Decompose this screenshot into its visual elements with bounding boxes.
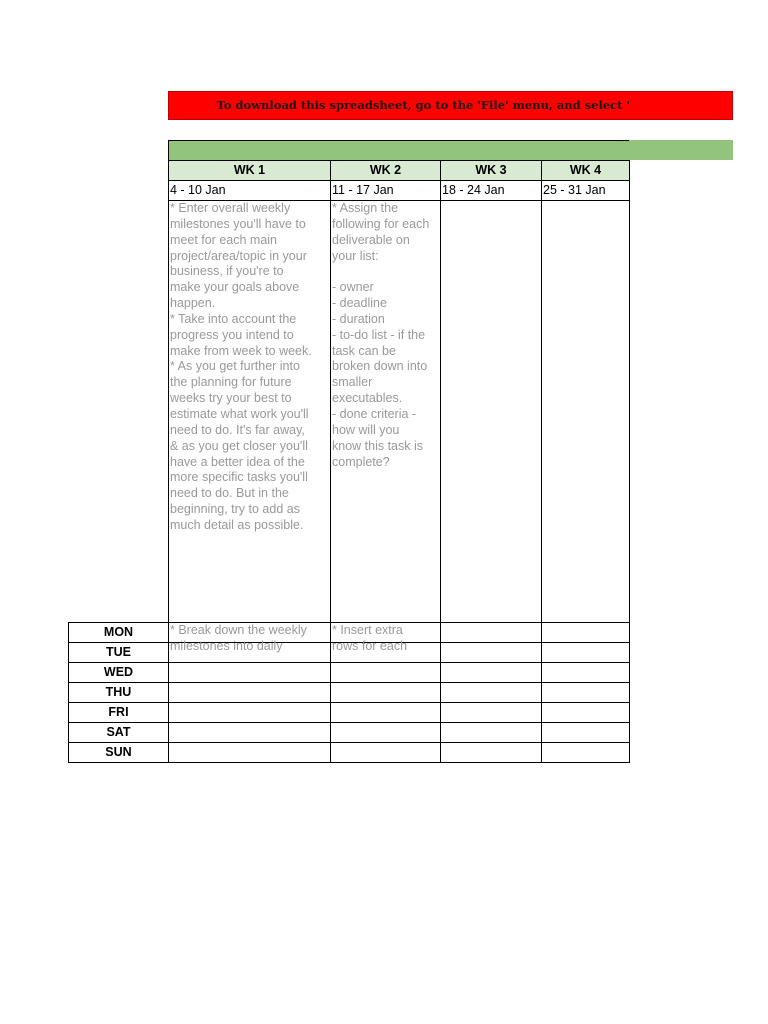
milestone-row — [69, 201, 630, 623]
day-cell[interactable] — [331, 723, 441, 743]
day-cell[interactable] — [331, 703, 441, 723]
week-dates-2[interactable]: 11 - 17 Jan — [331, 181, 441, 201]
day-cell[interactable] — [542, 703, 630, 723]
day-row — [69, 703, 630, 723]
week-header-4[interactable]: WK 4 — [542, 161, 630, 181]
week-dates-3[interactable]: 18 - 24 Jan — [441, 181, 542, 201]
day-cell[interactable] — [169, 663, 331, 683]
day-cell[interactable] — [441, 663, 542, 683]
date-row — [69, 181, 630, 201]
daily-hint-wk2[interactable] — [331, 623, 441, 653]
day-label-mon: MON — [69, 623, 169, 643]
day-cell[interactable] — [331, 663, 441, 683]
day-cell[interactable] — [331, 743, 441, 763]
day-cell[interactable] — [542, 663, 630, 683]
planner-grid — [68, 160, 630, 763]
day-label-sat: SAT — [69, 723, 169, 743]
day-cell[interactable] — [542, 623, 630, 643]
daily-hint-wk1-text: * Break down the weekly milestones into daily — [170, 623, 307, 653]
day-cell[interactable] — [542, 683, 630, 703]
day-cell[interactable] — [441, 623, 542, 643]
daily-hint-wk1[interactable] — [169, 623, 331, 653]
milestone-notes-wk4[interactable] — [542, 201, 630, 623]
milestone-notes-wk3[interactable] — [441, 201, 542, 623]
day-label-wed: WED — [69, 663, 169, 683]
download-banner-text: To download this spreadsheet, go to the 'File' menu, and select ' — [216, 98, 630, 112]
day-cell[interactable] — [542, 743, 630, 763]
header-green-bar-border — [168, 140, 629, 141]
day-cell[interactable] — [441, 723, 542, 743]
week-header-1[interactable]: WK 1 — [169, 161, 331, 181]
day-label-tue: TUE — [69, 643, 169, 663]
day-cell[interactable] — [169, 723, 331, 743]
header-green-bar-left-border — [168, 140, 169, 160]
daily-hint-wk2-text: * Insert extra rows for each — [332, 623, 408, 653]
day-cell[interactable] — [169, 683, 331, 703]
day-cell[interactable] — [441, 703, 542, 723]
corner-cell — [69, 161, 169, 181]
corner-cell — [69, 181, 169, 201]
day-cell[interactable] — [441, 643, 542, 663]
corner-cell — [69, 201, 169, 623]
day-cell[interactable] — [441, 743, 542, 763]
week-header-row — [69, 161, 630, 181]
day-label-fri: FRI — [69, 703, 169, 723]
day-cell[interactable] — [331, 683, 441, 703]
day-cell[interactable] — [441, 683, 542, 703]
header-green-bar — [168, 140, 733, 160]
milestone-notes-wk2[interactable]: * Assign the following for each deliverable on your list: - owner - deadline - duration - to-do list - if the task can be broken down into smaller executables. - done criteria - how will you know this task is complete? — [331, 201, 441, 623]
day-label-thu: THU — [69, 683, 169, 703]
day-cell[interactable] — [169, 703, 331, 723]
day-row — [69, 743, 630, 763]
week-dates-4[interactable]: 25 - 31 Jan — [542, 181, 630, 201]
week-header-2[interactable]: WK 2 — [331, 161, 441, 181]
day-cell[interactable] — [169, 743, 331, 763]
week-header-3[interactable]: WK 3 — [441, 161, 542, 181]
day-label-sun: SUN — [69, 743, 169, 763]
day-row — [69, 723, 630, 743]
day-row — [69, 683, 630, 703]
day-row — [69, 623, 630, 643]
milestone-notes-wk1[interactable]: * Enter overall weekly milestones you'll have to meet for each main project/area/topic in your business, if you're to make your goals above happen. * Take into account the progress you intend to make from week to week. * As you get further into the planning for future weeks try your best to estimate what work you'll need to do. It's far away, & as you get closer you'll have a better idea of the more specific tasks you'll need to do. But in the beginning, try to add as much detail as possible. — [169, 201, 331, 623]
day-cell[interactable] — [542, 643, 630, 663]
week-dates-1[interactable]: 4 - 10 Jan — [169, 181, 331, 201]
download-banner — [168, 91, 733, 120]
day-row — [69, 663, 630, 683]
day-cell[interactable] — [542, 723, 630, 743]
